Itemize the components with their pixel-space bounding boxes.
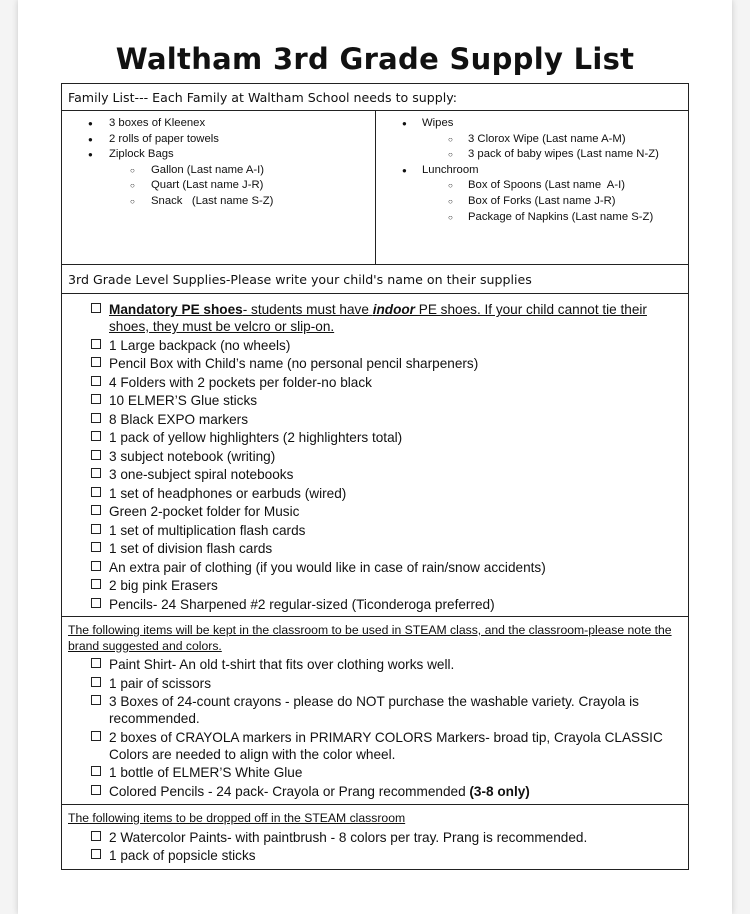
sub-item: ○ Quart (Last name J-R) (109, 178, 375, 194)
sub-item: ○ Box of Forks (Last name J-R) (422, 194, 688, 210)
family-heading: Family List--- Each Family at Waltham School needs to supply: (68, 90, 458, 105)
checkbox[interactable] (91, 394, 101, 404)
list-item: ● Wipes ○ 3 Clorox Wipe (Last name A-M) ○ 3 pack of baby wipes (Last name N-Z) (376, 116, 688, 163)
supply-table (61, 83, 689, 870)
checkbox[interactable] (91, 658, 101, 668)
checkbox[interactable] (91, 695, 101, 705)
list-item: ● 3 boxes of Kleenex (62, 116, 375, 132)
checkbox[interactable] (91, 339, 101, 349)
list-item: ● Ziplock Bags ○ Gallon (Last name A-I) ○ Quart (Last name J-R) ○ Snack (Last name S-Z) (62, 147, 375, 209)
checklist-item: An extra pair of clothing (if you would like in case of rain/snow accidents) (62, 559, 688, 576)
checkbox[interactable] (91, 376, 101, 386)
family-left-list (62, 111, 375, 210)
sub-item: ○ Snack (Last name S-Z) (109, 194, 375, 210)
dropoff-note: The following items to be dropped off in the STEAM classroom (68, 811, 406, 825)
steam-section (62, 616, 688, 804)
list-item: ● 2 rolls of paper towels (62, 132, 375, 148)
checklist-item: 1 set of division flash cards (62, 540, 688, 557)
wipes-sublist (422, 132, 688, 163)
list-item: ● Lunchroom ○ Box of Spoons (Last name A-I) ○ Box of Forks (Last name J-R) ○ Package of Napkins (Last name S-Z) (376, 163, 688, 225)
checklist-item: 2 big pink Erasers (62, 577, 688, 594)
checklist-item-colored-pencils: Colored Pencils - 24 pack- Crayola or Prang recommended (3-8 only) (62, 783, 688, 800)
checkbox[interactable] (91, 731, 101, 741)
checklist-item: Pencils- 24 Sharpened #2 regular-sized (Ticonderoga preferred) (62, 596, 688, 613)
sub-item: ○ Gallon (Last name A-I) (109, 163, 375, 179)
grade-heading: 3rd Grade Level Supplies-Please write your child's name on their supplies (68, 272, 532, 287)
checkbox[interactable] (91, 357, 101, 367)
family-items (62, 110, 688, 264)
checkbox[interactable] (91, 849, 101, 859)
dropoff-section (62, 804, 688, 869)
checklist-item: Green 2-pocket folder for Music (62, 503, 688, 520)
checkbox[interactable] (91, 677, 101, 687)
checkbox[interactable] (91, 468, 101, 478)
steam-note: The following items will be kept in the classroom to be used in STEAM class, and the classroom-please note the brand suggested and colors. (68, 623, 672, 653)
sub-item: ○ Package of Napkins (Last name S-Z) (422, 210, 688, 226)
checklist-item: 1 set of headphones or earbuds (wired) (62, 485, 688, 502)
checkbox[interactable] (91, 579, 101, 589)
checklist-item: 1 pack of yellow highlighters (2 highlighters total) (62, 429, 688, 446)
checkbox[interactable] (91, 303, 101, 313)
checklist-item: 1 Large backpack (no wheels) (62, 337, 688, 354)
checklist-item: 1 bottle of ELMER’S White Glue (62, 764, 688, 781)
grade-checklist (62, 301, 688, 613)
checklist-item: 10 ELMER’S Glue sticks (62, 392, 688, 409)
checkbox[interactable] (91, 831, 101, 841)
checklist-item: Paint Shirt- An old t-shirt that fits over clothing works well. (62, 656, 688, 673)
checklist-item: 1 pair of scissors (62, 675, 688, 692)
sub-item: ○ 3 Clorox Wipe (Last name A-M) (422, 132, 688, 148)
checkbox[interactable] (91, 487, 101, 497)
lunchroom-sublist (422, 178, 688, 225)
checkbox[interactable] (91, 766, 101, 776)
family-right-column (376, 111, 688, 264)
checklist-item: 1 set of multiplication flash cards (62, 522, 688, 539)
checkbox[interactable] (91, 785, 101, 795)
checkbox[interactable] (91, 542, 101, 552)
checklist-item: 3 subject notebook (writing) (62, 448, 688, 465)
family-left-column (62, 111, 376, 264)
checkbox[interactable] (91, 505, 101, 515)
steam-checklist (62, 656, 688, 800)
checklist-item: 2 boxes of CRAYOLA markers in PRIMARY COLORS Markers- broad tip, Crayola CLASSIC Colors are needed to align with the color wheel. (62, 729, 688, 763)
grade-supplies (62, 293, 688, 616)
checkbox[interactable] (91, 524, 101, 534)
checkbox[interactable] (91, 561, 101, 571)
checkbox[interactable] (91, 431, 101, 441)
page-title: Waltham 3rd Grade Supply List (115, 42, 635, 76)
sub-item: ○ 3 pack of baby wipes (Last name N-Z) (422, 147, 688, 163)
family-section (62, 84, 688, 110)
grade-heading-row (62, 264, 688, 293)
checklist-item: 8 Black EXPO markers (62, 411, 688, 428)
checklist-item: 3 Boxes of 24-count crayons - please do NOT purchase the washable variety. Crayola is recommended. (62, 693, 688, 727)
family-right-list (376, 111, 688, 225)
checklist-item: Pencil Box with Child’s name (no personal pencil sharpeners) (62, 355, 688, 372)
checkbox[interactable] (91, 450, 101, 460)
sub-item: ○ Box of Spoons (Last name A-I) (422, 178, 688, 194)
checklist-item: 2 Watercolor Paints- with paintbrush - 8 colors per tray. Prang is recommended. (62, 829, 688, 846)
checkbox[interactable] (91, 598, 101, 608)
dropoff-checklist (62, 829, 688, 865)
checklist-item: 3 one-subject spiral notebooks (62, 466, 688, 483)
checkbox[interactable] (91, 413, 101, 423)
checklist-item-pe-shoes: Mandatory PE shoes- students must have indoor PE shoes. If your child cannot tie their shoes, they must be velcro or slip-on. (62, 301, 688, 335)
checklist-item: 1 pack of popsicle sticks (62, 847, 688, 864)
ziplock-sublist (109, 163, 375, 210)
pe-shoes-label: Mandatory PE shoes (109, 302, 243, 317)
checklist-item: 4 Folders with 2 pockets per folder-no black (62, 374, 688, 391)
